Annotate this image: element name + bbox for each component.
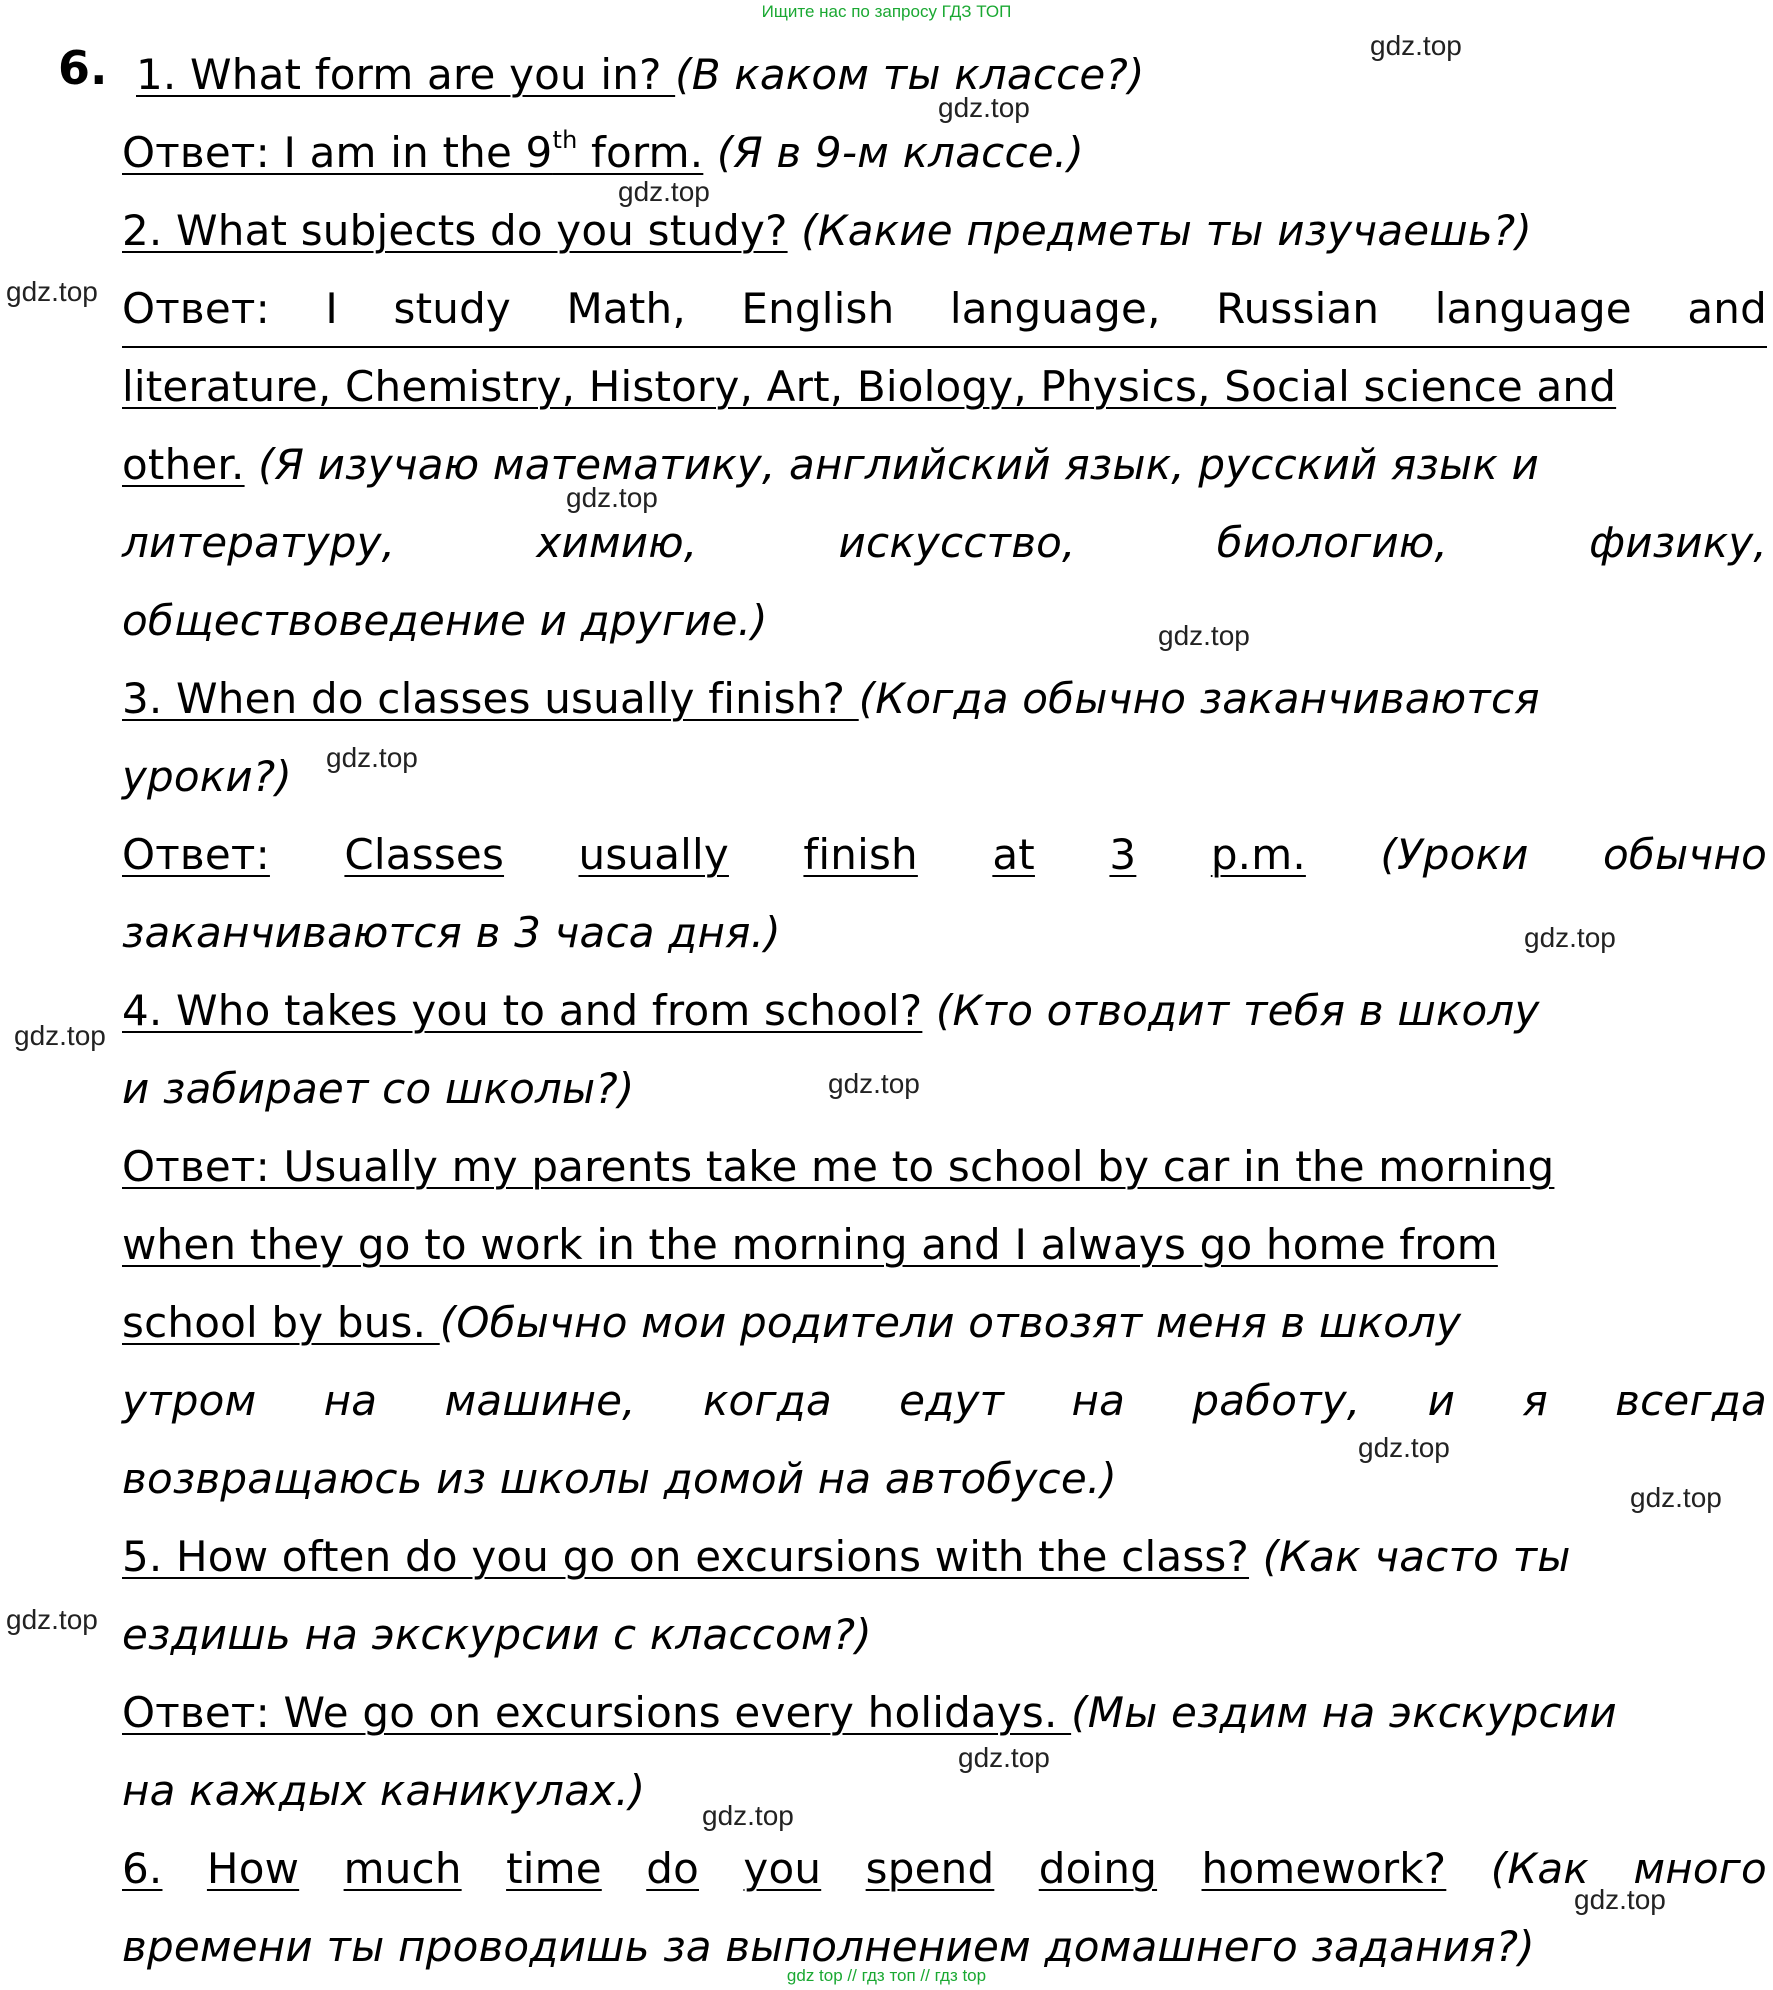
word: машине, <box>444 1376 636 1425</box>
word: я <box>1522 1376 1548 1425</box>
q4-answer-text-2: when they go to work in the morning and I always go home from <box>122 1220 1498 1269</box>
q3-question-line <box>122 660 1767 738</box>
word: How <box>206 1844 300 1893</box>
word: language <box>1434 284 1632 333</box>
q4-question: 4. Who takes you to and from school? <box>122 986 923 1035</box>
word: finish <box>803 830 918 879</box>
word: English <box>741 284 895 333</box>
word: p.m. <box>1210 830 1306 879</box>
q5-answer-translation-line-2: на каждых каникулах.) <box>122 1766 646 1815</box>
q1-answer-suffix: form. <box>577 128 704 177</box>
word: химию, <box>536 518 698 567</box>
q5-question: 5. How often do you go on excursions with the class? <box>122 1532 1250 1581</box>
word: едут <box>899 1376 1005 1425</box>
q2-answer-end: other. <box>122 440 245 489</box>
q5-question-line <box>122 1518 1767 1596</box>
exercise-content <box>122 36 1767 1986</box>
watermark: gdz.top <box>1358 1432 1450 1463</box>
q6-question-translation-line-2: времени ты проводишь за выполнением домашнего задания?) <box>122 1922 1535 1971</box>
q2-answer-line-2 <box>122 348 1767 426</box>
bottom-banner: gdz top // гдз топ // гдз top <box>786 1966 987 1985</box>
word: doing <box>1038 1844 1158 1893</box>
q1-answer-prefix: Ответ: I am in the 9 <box>122 128 553 177</box>
q4-answer-translation-line-2 <box>122 1362 1767 1440</box>
q2-answer-line-3 <box>122 426 1767 504</box>
top-banner: Ищите нас по запросу ГДЗ ТОП <box>761 2 1012 21</box>
word: (Уроки <box>1380 830 1529 879</box>
word: всегда <box>1615 1376 1767 1425</box>
q1-question-translation: (В каком ты классе?) <box>675 50 1145 99</box>
watermark: gdz.top <box>1630 1482 1722 1513</box>
q2-question-line <box>122 192 1767 270</box>
watermark: gdz.top <box>1158 620 1250 651</box>
q6-question-line <box>122 1830 1767 1908</box>
word: когда <box>702 1376 832 1425</box>
word: Ответ: <box>122 284 270 333</box>
watermark: gdz.top <box>1524 922 1616 953</box>
watermark: gdz.top <box>958 1742 1050 1773</box>
q4-question-line <box>122 972 1767 1050</box>
word: много <box>1633 1844 1767 1893</box>
watermark: gdz.top <box>14 1020 106 1051</box>
word: утром <box>122 1376 257 1425</box>
word: на <box>1071 1376 1126 1425</box>
word: обычно <box>1603 830 1767 879</box>
q1-question: 1. What form are you in? <box>136 50 676 99</box>
q4-answer-line-3 <box>122 1284 1767 1362</box>
q2-answer-translation-line-3: обществоведение и другие.) <box>122 596 768 645</box>
q5-answer: Ответ: We go on excursions every holidays. <box>122 1688 1072 1737</box>
q2-question-translation: (Какие предметы ты изучаешь?) <box>787 206 1532 255</box>
q1-answer-translation: (Я в 9-м классе.) <box>703 128 1084 177</box>
watermark: gdz.top <box>1370 30 1462 61</box>
q4-answer-text-1: Ответ: Usually my parents take me to school by car in the morning <box>122 1142 1555 1191</box>
q5-question-translation: (Как часто ты <box>1249 1532 1571 1581</box>
word: much <box>343 1844 462 1893</box>
watermark: gdz.top <box>828 1068 920 1099</box>
word: работу, <box>1192 1376 1361 1425</box>
q5-answer-line <box>122 1674 1767 1752</box>
word: 3 <box>1109 830 1137 879</box>
q3-question-translation-line-2: уроки?) <box>122 752 292 801</box>
watermark: gdz.top <box>326 742 418 773</box>
word: Math, <box>566 284 686 333</box>
q2-question: 2. What subjects do you study? <box>122 206 788 255</box>
q4-answer-text-3: school by bus. <box>122 1298 440 1347</box>
word: (Как <box>1490 1844 1589 1893</box>
word: and <box>1687 284 1767 333</box>
q1-answer-line <box>122 114 1767 192</box>
q4-answer-translation: (Обычно мои родители отвозят меня в школу <box>439 1298 1462 1347</box>
q4-question-translation: (Кто отводит тебя в школу <box>922 986 1540 1035</box>
word: биологию, <box>1216 518 1449 567</box>
word: искусство, <box>838 518 1076 567</box>
q3-answer-translation-line-2: заканчиваются в 3 часа дня.) <box>122 908 781 957</box>
word: at <box>992 830 1035 879</box>
word: spend <box>865 1844 995 1893</box>
watermark: gdz.top <box>938 92 1030 123</box>
q3-question-translation: (Когда обычно заканчиваются <box>858 674 1540 723</box>
q1-answer <box>122 128 703 177</box>
word: Classes <box>344 830 505 879</box>
word: на <box>323 1376 378 1425</box>
q4-answer-line-1 <box>122 1128 1767 1206</box>
word: homework? <box>1201 1844 1447 1893</box>
word: do <box>646 1844 699 1893</box>
watermark: gdz.top <box>566 482 658 513</box>
q3-question: 3. When do classes usually finish? <box>122 674 859 723</box>
exercise-number: 6. <box>58 41 108 95</box>
word: литературу, <box>122 518 396 567</box>
word: you <box>743 1844 822 1893</box>
word: 6. <box>122 1844 163 1893</box>
word: study <box>393 284 511 333</box>
word: физику, <box>1589 518 1767 567</box>
q1-answer-sup: th <box>552 126 578 154</box>
watermark: gdz.top <box>618 176 710 207</box>
q2-answer-text: literature, Chemistry, History, Art, Biology, Physics, Social science and <box>122 362 1617 411</box>
q4-answer-translation-line-3: возвращаюсь из школы домой на автобусе.) <box>122 1454 1117 1503</box>
word: I <box>325 284 339 333</box>
word: usually <box>578 830 729 879</box>
watermark: gdz.top <box>702 1800 794 1831</box>
q2-answer-line-1 <box>122 270 1767 348</box>
word: Russian <box>1216 284 1380 333</box>
word: language, <box>949 284 1161 333</box>
watermark: gdz.top <box>1574 1884 1666 1915</box>
watermark: gdz.top <box>6 276 98 307</box>
q4-answer-line-2 <box>122 1206 1767 1284</box>
q5-answer-translation: (Мы ездим на экскурсии <box>1071 1688 1617 1737</box>
watermark: gdz.top <box>6 1604 98 1635</box>
word: и <box>1427 1376 1456 1425</box>
q4-question-translation-line-2: и забирает со школы?) <box>122 1064 635 1113</box>
q2-answer-translation: (Я изучаю математику, английский язык, русский язык и <box>244 440 1539 489</box>
word: Ответ: <box>122 830 270 879</box>
word: time <box>506 1844 602 1893</box>
q5-question-translation-line-2: ездишь на экскурсии с классом?) <box>122 1610 872 1659</box>
q2-answer-translation-line-2 <box>122 504 1767 582</box>
q3-answer-line <box>122 816 1767 894</box>
